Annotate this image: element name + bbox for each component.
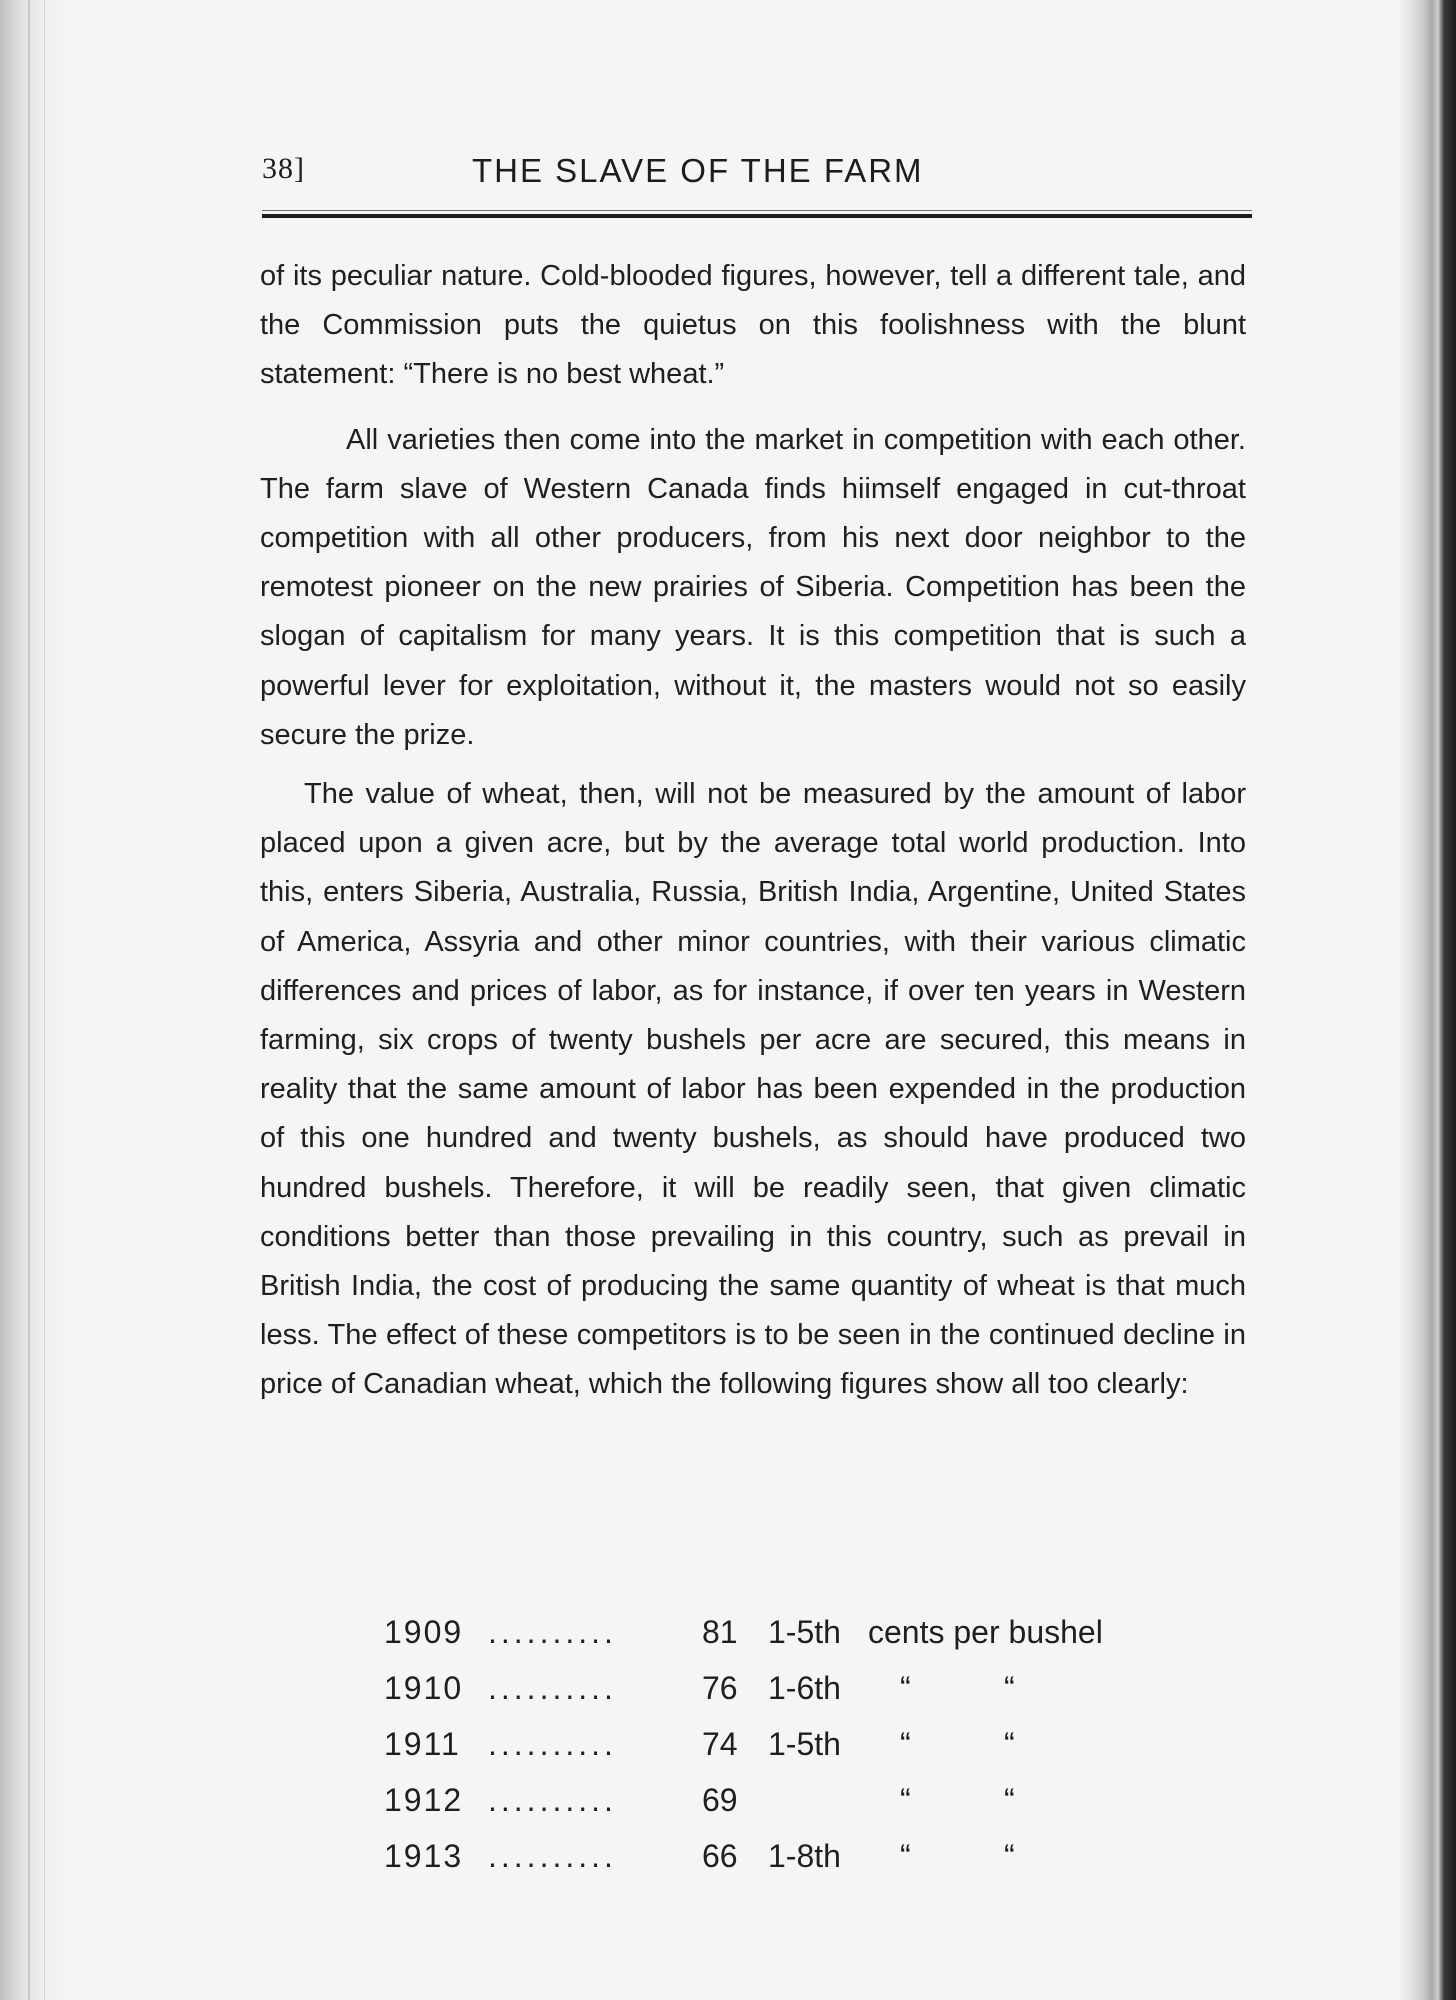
paragraph: The value of wheat, then, will not be measured by the amount of labor placed upon a given acre, but by the average total world production. Into this, enters Siberia, Australia, Russia, British India, Argentine, United States of America, Assyria and other minor countries, with their various climatic differences and prices of labor, as for instance, if over ten years in Western farming, six crops of twenty bushels per acre are secured, this means in reality that the same amount of labor has been expended in the production of this one hundred and twenty bushels, as should have produced two hundred bushels. Therefore, it will be readily seen, that given climatic conditions better than those prevailing in this country, such as prevail in British India, the cost of producing the same quantity of wheat is that much less. The effect of these competitors is to be seen in the continued decline in price of Canadian wheat, which the following figures show all too clearly: bbox=[260, 778, 1246, 1401]
leader-dots: .......... bbox=[488, 1726, 617, 1762]
year: 1910 bbox=[384, 1670, 464, 1706]
year: 1912 bbox=[384, 1782, 464, 1818]
ditto-mark: “ bbox=[1004, 1726, 1015, 1762]
ditto-mark: “ bbox=[1004, 1670, 1015, 1706]
leader-dots: .......... bbox=[488, 1838, 617, 1874]
price-value: 69 bbox=[702, 1782, 738, 1818]
year: 1909 bbox=[384, 1614, 464, 1650]
ditto-mark: “ bbox=[900, 1782, 911, 1818]
ditto-mark: “ bbox=[900, 1670, 911, 1706]
running-header bbox=[262, 148, 1252, 198]
paragraph: of its peculiar nature. Cold-blooded figures, however, tell a different tale, and the Commission puts the quietus on this foolishness with the blunt statement: “There is no best wheat.” bbox=[260, 260, 1246, 391]
scan-edge bbox=[1398, 0, 1456, 2000]
table-row bbox=[384, 1838, 1184, 1894]
price-fraction: 1-8th bbox=[768, 1838, 841, 1874]
ditto-mark: “ bbox=[900, 1838, 911, 1874]
binding-edge bbox=[0, 0, 70, 2000]
page-number: 38] bbox=[262, 152, 305, 185]
header-rule-thin bbox=[262, 210, 1252, 211]
price-value: 81 bbox=[702, 1614, 738, 1650]
year: 1913 bbox=[384, 1838, 464, 1874]
paragraph: All varieties then come into the market in competition with each other. The farm slave of Western Canada finds hiimself engaged in cut-throat competition with all other producers, from his next door neighbor to the remotest pioneer on the new prairies of Siberia. Competition has been the slogan of capitalism for many years. It is this competition that is such a powerful lever for exploitation, without it, the masters would not so easily secure the prize. bbox=[260, 423, 1246, 751]
ditto-mark: “ bbox=[1004, 1838, 1015, 1874]
ditto-mark: “ bbox=[1004, 1782, 1015, 1818]
running-title: THE SLAVE OF THE FARM bbox=[472, 152, 924, 189]
header-rule bbox=[262, 214, 1252, 218]
price-value: 74 bbox=[702, 1726, 738, 1762]
price-value: 76 bbox=[702, 1670, 738, 1706]
table-row bbox=[384, 1726, 1184, 1782]
leader-dots: .......... bbox=[488, 1782, 617, 1818]
price-unit: cents per bushel bbox=[868, 1614, 1103, 1650]
price-fraction: 1-5th bbox=[768, 1614, 841, 1650]
ditto-mark: “ bbox=[900, 1726, 911, 1762]
year: 1911 bbox=[384, 1726, 461, 1762]
leader-dots: .......... bbox=[488, 1670, 617, 1706]
table-row bbox=[384, 1782, 1184, 1838]
page-edge-line bbox=[28, 0, 30, 2000]
price-fraction: 1-5th bbox=[768, 1726, 841, 1762]
price-value: 66 bbox=[702, 1838, 738, 1874]
table-row bbox=[384, 1614, 1184, 1670]
body-text bbox=[260, 252, 1246, 1410]
table-row bbox=[384, 1670, 1184, 1726]
wheat-price-table bbox=[384, 1614, 1184, 1894]
leader-dots: .......... bbox=[488, 1614, 617, 1650]
price-fraction: 1-6th bbox=[768, 1670, 841, 1706]
page-edge-line bbox=[44, 0, 45, 2000]
